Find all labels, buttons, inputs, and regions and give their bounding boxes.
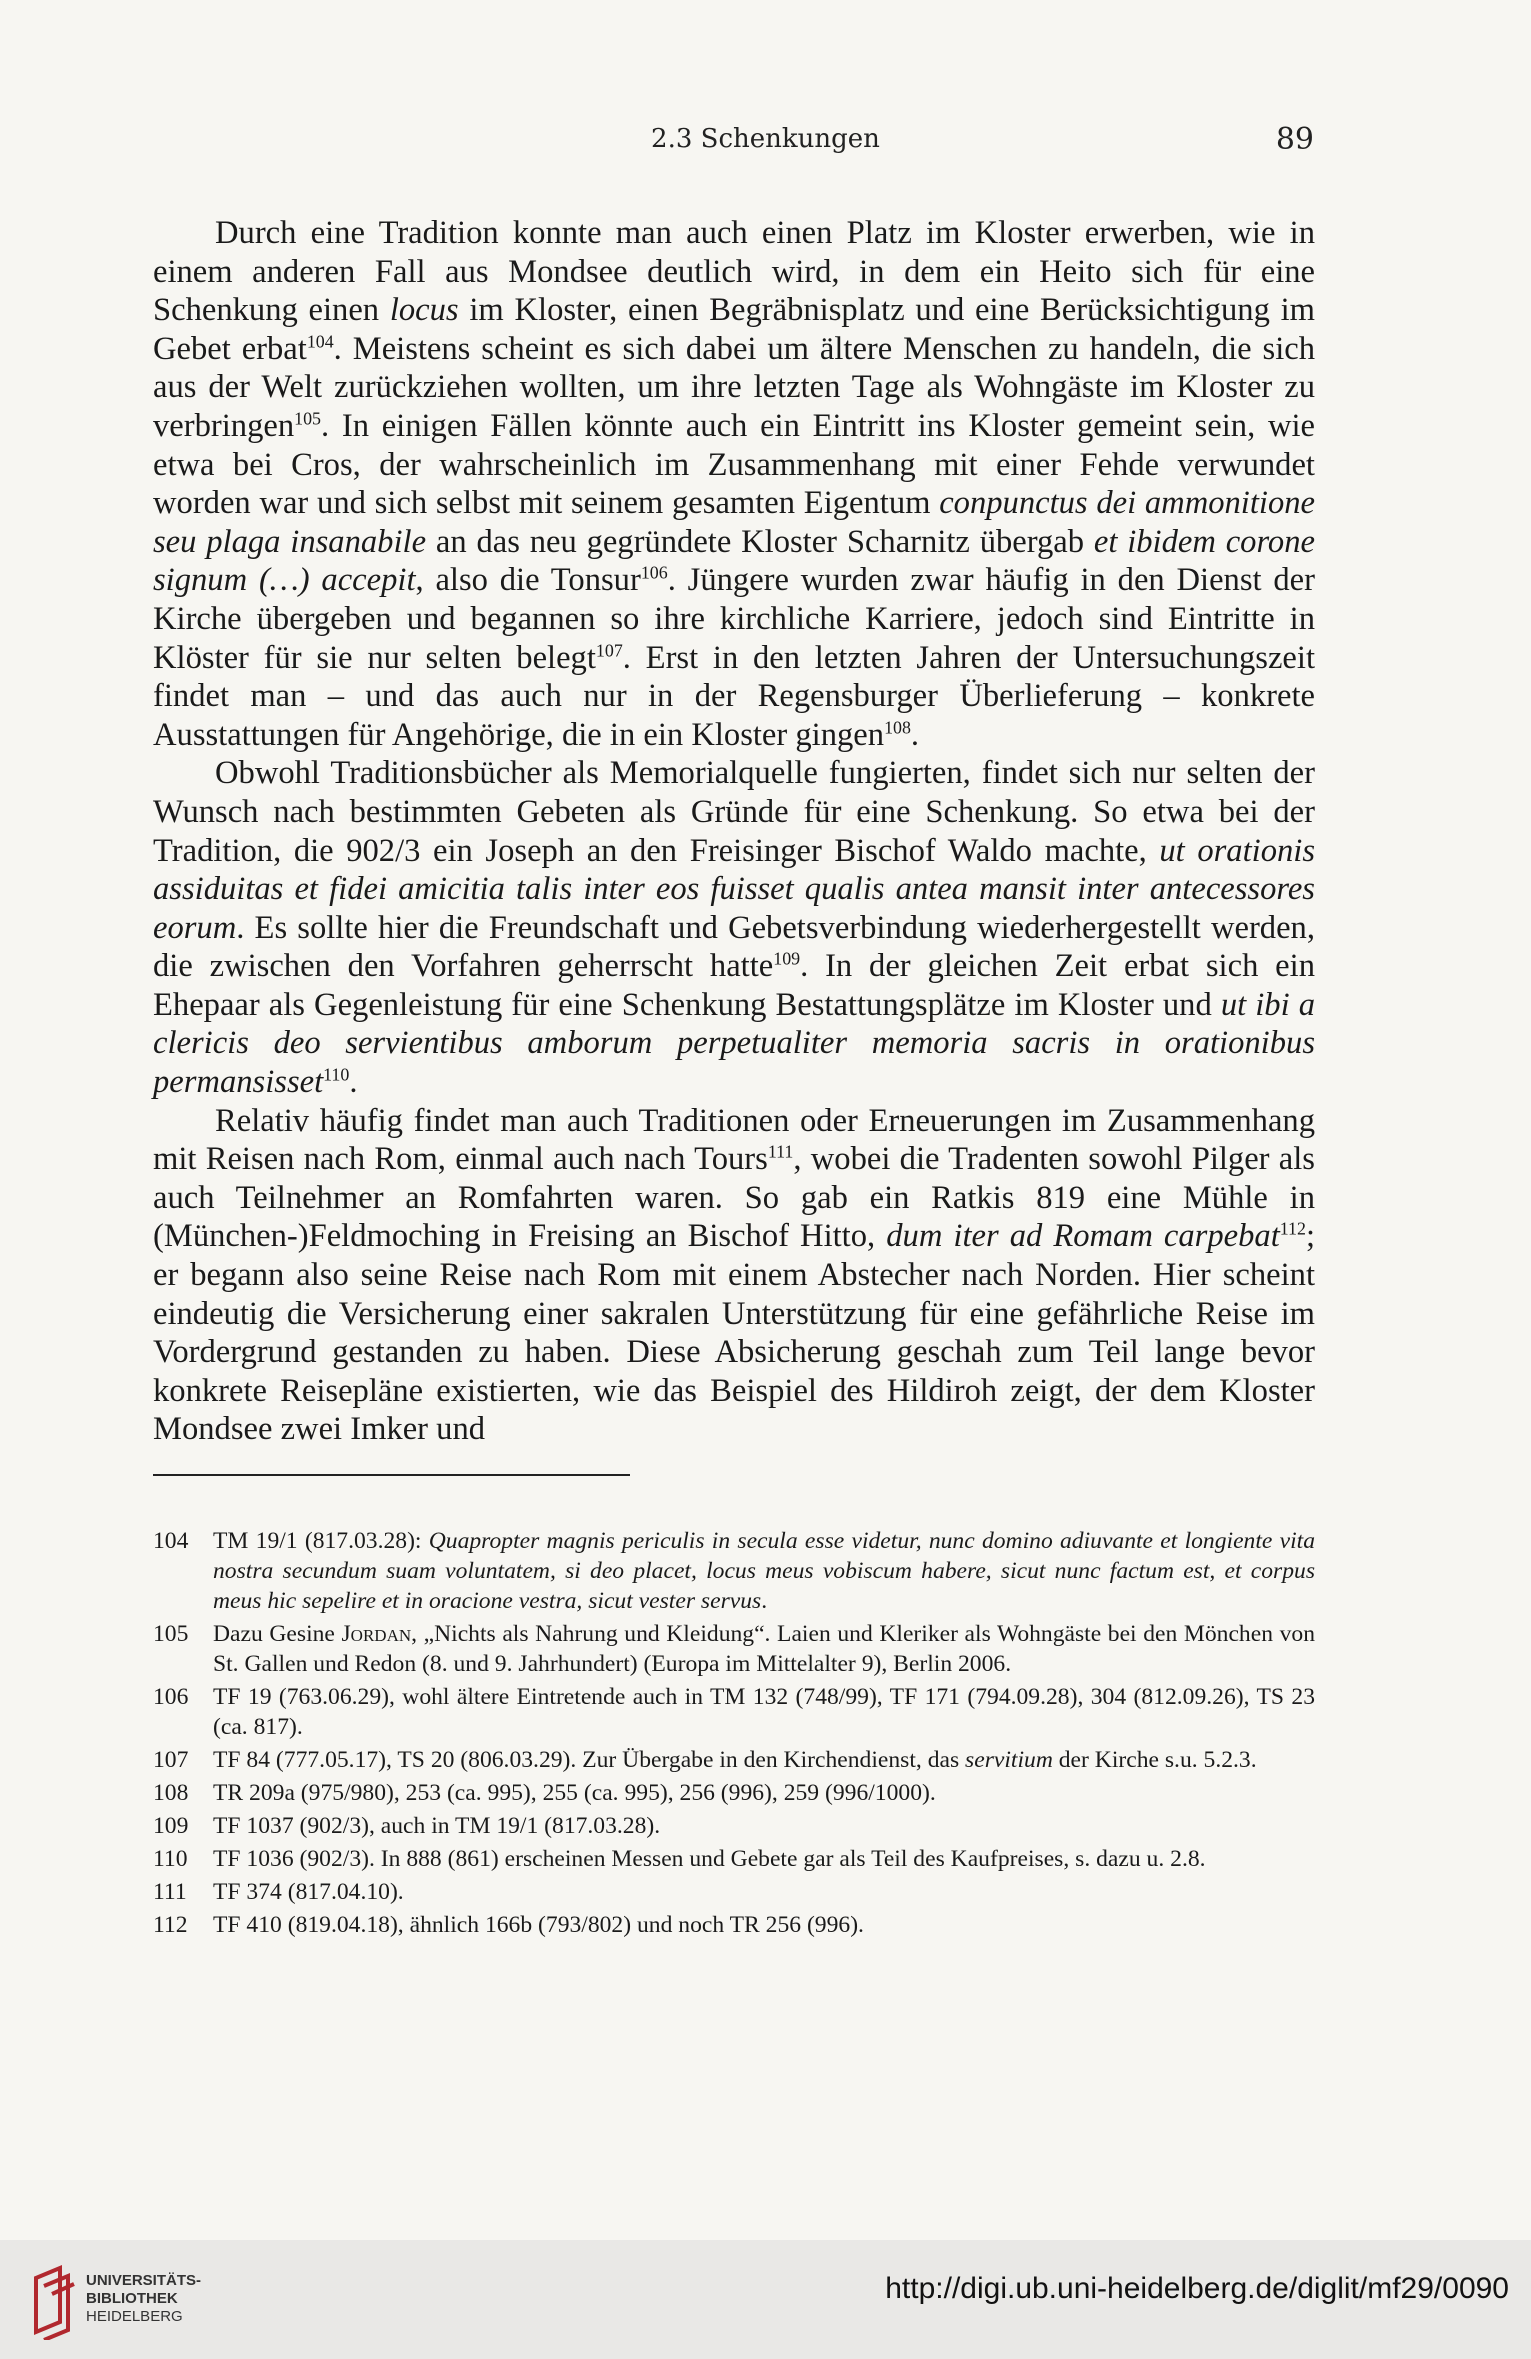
footnote-ref: 112 (1279, 1218, 1306, 1239)
text-run: im Kloster, einen Begräbnisplatz und eine Berücksichtigung im Gebet erbat (153, 292, 1315, 367)
paragraph (153, 1102, 1315, 1449)
footnote-ref: 106 (640, 562, 668, 583)
footnote-separator (153, 1474, 630, 1476)
italic-text: dum iter ad Romam carpebat (886, 1218, 1280, 1255)
text-run: TM 19/1 (817.03.28): (213, 1528, 429, 1554)
italic-text: locus (389, 292, 459, 329)
footnote-number: 111 (153, 1879, 187, 1905)
library-name-line-3: HEIDELBERG (86, 2308, 183, 2325)
footnote-text (213, 1811, 1315, 1841)
text-run: , „Nichts als Nahrung und Kleidung“. Laien und Kleriker als Wohngäste bei den Mönchen von St. Gallen und Redon (8. und 9. Jahrhundert) (Europa im Mittelalter 9), Berlin 2006. (213, 1621, 1315, 1677)
paragraph (153, 214, 1315, 754)
footnote-111 (153, 1877, 1315, 1907)
text-run: . Es sollte hier die Freundschaft und Gebetsverbindung wiederhergestellt werden, die zwischen den Vorfahren geherrscht hatte (153, 909, 1315, 985)
text-run: Durch eine Tradition konnte man auch einen Platz im Kloster erwerben, wie in einem anderen Fall aus Mondsee deutlich wird, in dem ein Heito sich für eine Schenkung einen (153, 215, 1315, 329)
footnote-number: 104 (153, 1528, 189, 1554)
text-run: TF 19 (763.06.29), wohl ältere Eintretende auch in TM 132 (748/99), TF 171 (794.09.28), 304 (812.09.26), TS 23 (ca. 817). (213, 1684, 1315, 1740)
footnote-text (213, 1778, 1315, 1808)
footnote-number: 106 (153, 1684, 189, 1710)
footnote-110 (153, 1844, 1315, 1874)
library-name-line-1: UNIVERSITÄTS- (86, 2272, 202, 2289)
footnote-text (213, 1682, 1315, 1742)
footnote-number: 109 (153, 1813, 189, 1839)
text-run: der Kirche s.u. 5.2.3. (1052, 1747, 1257, 1773)
main-text (153, 214, 1315, 1449)
page-number: 89 (1275, 122, 1314, 157)
text-run: . (349, 1064, 358, 1101)
footnote-text (213, 1877, 1315, 1907)
footnotes (153, 1526, 1315, 1943)
footnote-number: 110 (153, 1846, 188, 1872)
footnote-text (213, 1910, 1315, 1940)
footnote-text (213, 1619, 1315, 1679)
text-run: TF 1036 (902/3). In 888 (861) erscheinen Messen und Gebete gar als Teil des Kaufpreises, s. dazu u. 2.8. (213, 1846, 1206, 1872)
text-run: . (761, 1588, 768, 1614)
footnote-text (213, 1844, 1315, 1874)
footnote-106 (153, 1682, 1315, 1742)
permalink-url[interactable]: http://digi.ub.uni-heidelberg.de/diglit/mf29/0090 (885, 2272, 1509, 2305)
text-run: . In einigen Fällen könnte auch ein Eintritt ins Kloster gemeint sein, wie etwa bei Cros, der wahrscheinlich im Zusammenhang mit einer Fehde verwundet worden war und sich selbst mit seinem gesamten Eigentum (153, 407, 1315, 522)
text-run: . Jüngere wurden zwar häufig in den Dienst der Kirche übergeben und begannen so ihre kirchliche Karriere, jedoch sind Eintritte in Klöster für sie nur selten belegt (153, 562, 1315, 676)
text-run: an das neu gegründete Kloster Scharnitz übergab (426, 523, 1094, 560)
italic-text: Quapropter magnis periculis in secula esse videtur, nunc domino adiuvante et longiente vita nostra secundum suam voluntatem, si deo placet, locus meus vobiscum habere, sicut nunc factum est, et corpus meus hic sepelire et in oracione vestra, sicut vester servus (213, 1528, 1315, 1614)
footnote-107 (153, 1745, 1315, 1775)
library-name-line-2: BIBLIOTHEK (86, 2290, 178, 2307)
text-run: . Erst in den letzten Jahren der Untersuchungszeit findet man – und das auch nur in der Regensburger Überlieferung – konkrete Ausstattungen für Angehörige, die in ein Kloster gingen (153, 639, 1315, 753)
text-run: Relativ häufig findet man auch Traditionen oder Erneuerungen im Zusammenhang mit Reisen nach Rom, einmal auch nach Tours (153, 1102, 1315, 1178)
footnote-ref: 107 (595, 639, 623, 660)
footnote-112 (153, 1910, 1315, 1940)
text-run: , wobei die Tradenten sowohl Pilger als auch Teilnehmer an Romfahrten waren. So gab ein Ratkis 819 eine Mühle in (München-)Feldmoching in Freising an Bischof Hitto, (153, 1141, 1315, 1255)
text-run: TF 374 (817.04.10). (213, 1879, 404, 1905)
text-run: Obwohl Traditionsbücher als Memorialquelle fungierten, findet sich nur selten der Wunsch nach bestimmten Gebeten als Gründe für eine Schenkung. So etwa bei der Tradition, die 902/3 ein Joseph an den Freisinger Bischof Waldo machte, (153, 755, 1315, 869)
footnote-ref: 110 (323, 1064, 350, 1085)
footnote-104 (153, 1526, 1315, 1616)
footnote-text (213, 1526, 1315, 1616)
text-run: , also die Tonsur (415, 562, 641, 599)
footnote-number: 107 (153, 1747, 189, 1773)
author-name: Jordan (341, 1621, 412, 1647)
text-run: TF 84 (777.05.17), TS 20 (806.03.29). Zur Übergabe in den Kirchendienst, das (213, 1747, 966, 1773)
italic-text: ut ibi a clericis deo servientibus amborum perpetualiter memoria sacris in orationibus permansisset (153, 986, 1316, 1101)
footnote-ref: 111 (767, 1141, 794, 1162)
text-run: . (910, 716, 920, 753)
footnote-text (213, 1745, 1315, 1775)
footnote-109 (153, 1811, 1315, 1841)
footnote-ref: 108 (884, 717, 911, 738)
footnote-105 (153, 1619, 1315, 1679)
italic-text: servitium (965, 1747, 1053, 1773)
footnote-number: 112 (153, 1912, 188, 1938)
text-run: ; er begann also seine Reise nach Rom mit einem Abstecher nach Norden. Hier scheint eindeutig die Versicherung einer sakralen Unterstützung für eine gefährliche Reise im Vordergrund gestanden zu haben. Diese Absicherung geschah zum Teil lange bevor konkrete Reisepläne existierten, wie das Beispiel des Hildiroh zeigt, der dem Kloster Mondsee zwei Imker und (153, 1218, 1316, 1448)
text-run: . Meistens scheint es sich dabei um ältere Menschen zu handeln, die sich aus der Welt zurückziehen wollten, um ihre letzten Tage als Wohngäste im Kloster zu verbringen (153, 330, 1315, 444)
text-run: Dazu Gesine (213, 1621, 342, 1647)
italic-text: conpunctus dei ammonitione seu plaga insanabile (153, 485, 1316, 560)
footnote-ref: 104 (306, 331, 334, 352)
running-title: 2.3 Schenkungen (651, 124, 880, 154)
paragraph (153, 754, 1315, 1101)
footnote-ref: 105 (294, 408, 321, 429)
footnote-108 (153, 1778, 1315, 1808)
footnote-ref: 109 (773, 948, 801, 969)
italic-text: ut orationis assiduitas et fidei amicitia talis inter eos fuisset qualis antea mansit inter antecessores eorum (153, 832, 1315, 946)
library-logo-icon (30, 2264, 78, 2340)
text-run: . In der gleichen Zeit erbat sich ein Ehepaar als Gegenleistung für eine Schenkung Bestattungsplätze im Kloster und (153, 948, 1315, 1023)
footnote-number: 108 (153, 1780, 189, 1806)
text-run: TR 209a (975/980), 253 (ca. 995), 255 (ca. 995), 256 (996), 259 (996/1000). (213, 1780, 936, 1806)
footnote-number: 105 (153, 1621, 189, 1647)
library-name[interactable] (86, 2272, 201, 2326)
text-run: TF 1037 (902/3), auch in TM 19/1 (817.03.28). (213, 1813, 661, 1839)
text-run: TF 410 (819.04.18), ähnlich 166b (793/802) und noch TR 256 (996). (213, 1912, 864, 1938)
italic-text: et ibidem corone signum (…) accepit (153, 523, 1315, 599)
